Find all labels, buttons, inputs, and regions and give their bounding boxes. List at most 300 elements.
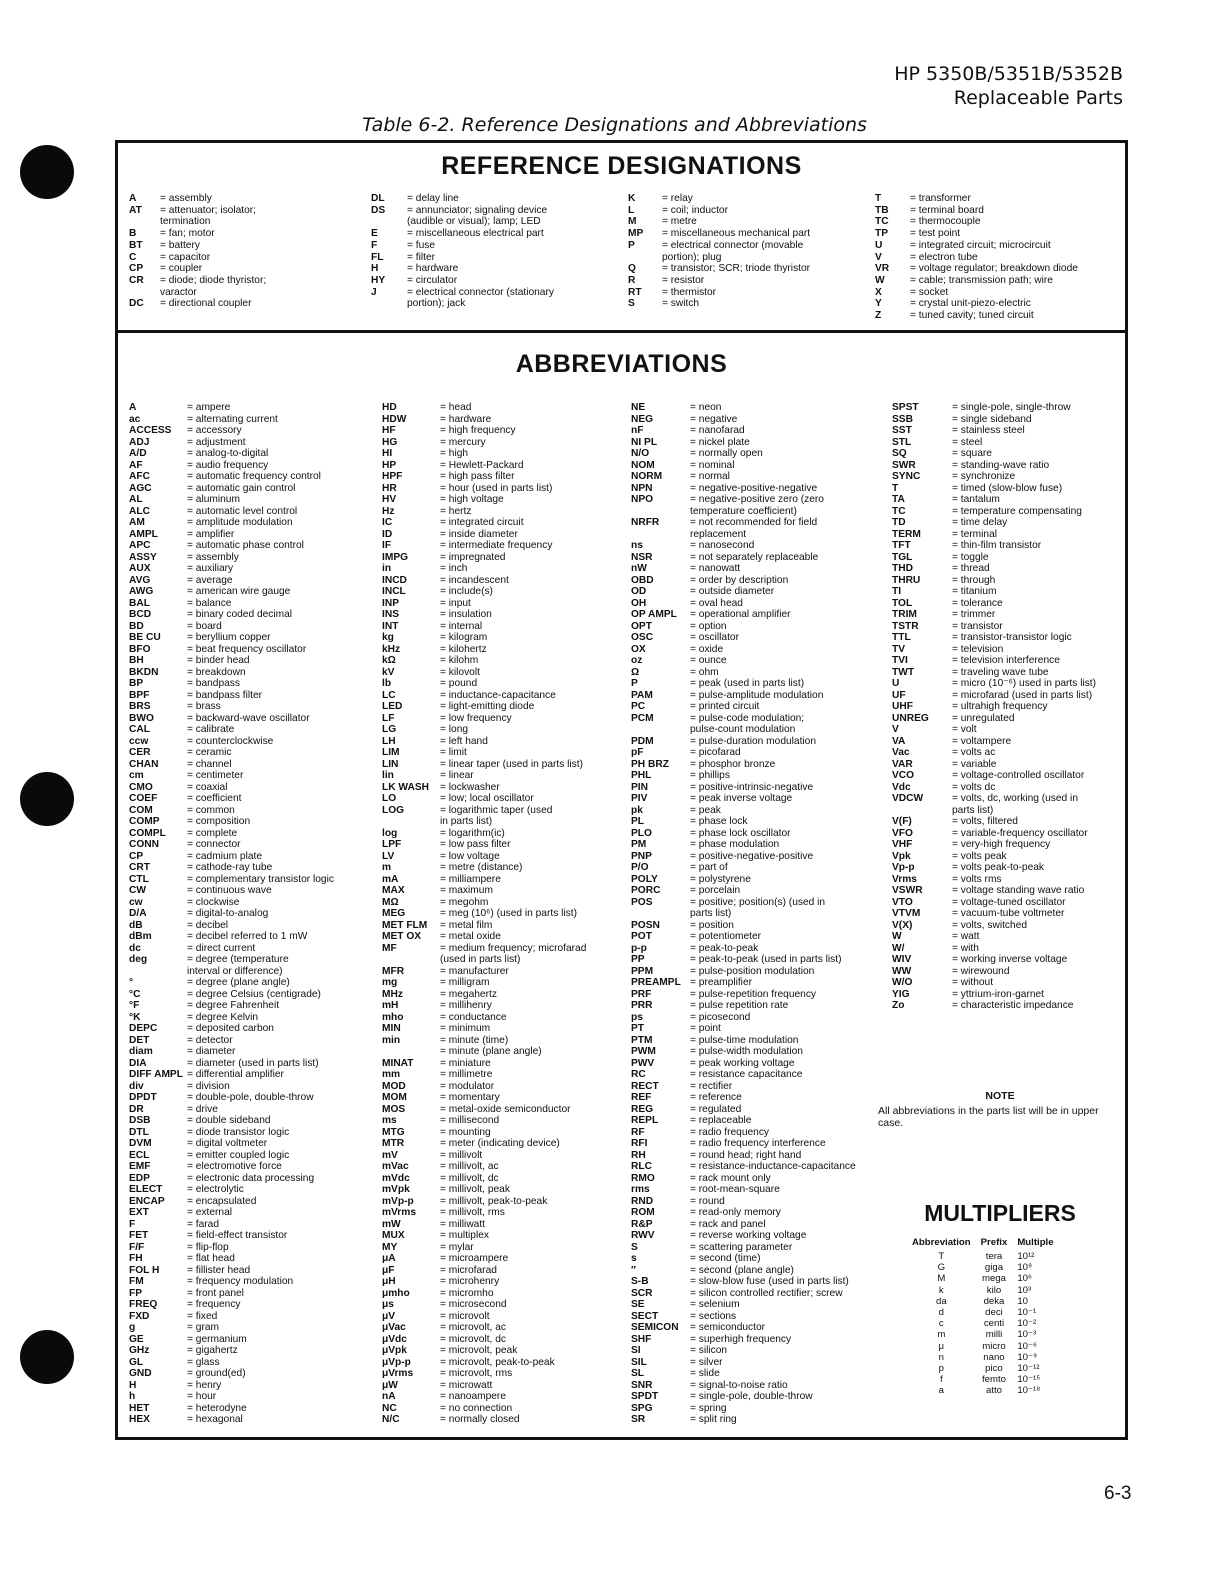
abbreviation-code: DTL — [129, 1126, 149, 1138]
list-item — [892, 770, 1124, 782]
abbreviation-definition: parts list) — [952, 804, 994, 816]
abbreviation-definition: = degree Kelvin — [187, 1011, 259, 1023]
abbreviation-definition: = option — [690, 620, 727, 632]
abbreviation-code: ns — [631, 540, 643, 551]
list-item — [129, 1150, 374, 1162]
abbreviation-code: BD — [129, 620, 144, 632]
list-item — [631, 1299, 881, 1311]
abbreviation-code: TV — [892, 643, 906, 655]
abbreviation-definition: = millimetre — [440, 1069, 493, 1080]
abbreviation-code: UHF — [892, 701, 913, 712]
list-item — [129, 805, 374, 817]
abbreviation-code: GHz — [129, 1345, 150, 1356]
list-item — [129, 1322, 374, 1334]
abbreviation-code: PORC — [631, 885, 661, 896]
abbreviation-code: DR — [129, 1103, 144, 1115]
list-item — [892, 1000, 1124, 1012]
abbreviation-code: PREAMPL — [631, 977, 681, 988]
abbreviation-code: FREQ — [129, 1299, 158, 1310]
abbreviation-definition: = microfarad (used in parts list) — [952, 689, 1093, 701]
abbreviation-code: s — [631, 1253, 637, 1264]
abbreviation-code: kHz — [382, 643, 401, 655]
abbreviation-definition: = linear — [440, 770, 474, 781]
abbreviation-definition: = hexagonal — [187, 1414, 243, 1425]
abbreviation-definition: = degree Fahrenheit — [187, 1000, 280, 1011]
abbreviation-definition: = calibrate — [187, 724, 235, 735]
abbreviation-definition: = beryllium copper — [187, 632, 271, 643]
list-item — [631, 851, 881, 863]
abbreviation-definition: = voltage standing wave ratio — [952, 885, 1085, 896]
abbreviation-definition: = decibel — [187, 919, 229, 931]
list-item — [129, 1334, 374, 1346]
abbreviation-definition: = miscellaneous mechanical part — [662, 228, 811, 240]
abbreviation-definition: = ampere — [187, 402, 231, 413]
list-item — [382, 1334, 627, 1346]
abbreviation-code: Vp-p — [892, 862, 915, 873]
abbreviation-code: μH — [382, 1276, 396, 1287]
abbreviation-definition: = aluminum — [187, 494, 240, 505]
abbreviation-code: VAR — [892, 758, 913, 770]
abbreviation-definition: = unregulated — [952, 712, 1015, 724]
list-item — [129, 1391, 374, 1403]
list-item — [382, 839, 627, 851]
abbreviation-definition: = picosecond — [690, 1011, 751, 1023]
abbreviation-definition: = hardware — [407, 263, 459, 275]
abbreviation-definition: = assembly — [160, 193, 212, 204]
list-item — [129, 609, 374, 621]
abbreviation-definition: = metal-oxide semiconductor — [440, 1103, 571, 1115]
abbreviation-definition: = relay — [662, 193, 693, 204]
list-item — [892, 931, 1124, 943]
table-row — [912, 1273, 1064, 1284]
abbreviation-definition: = field-effect transistor — [187, 1230, 288, 1241]
abbreviation-definition: = degree (plane angle) — [187, 977, 290, 988]
abbreviation-code: MET OX — [382, 931, 422, 942]
abbreviation-definition: = volts, switched — [952, 919, 1028, 931]
list-item — [382, 575, 627, 587]
list-item — [129, 1138, 374, 1150]
abbreviation-definition: = microsecond — [440, 1299, 507, 1310]
abbreviation-definition: = low voltage — [440, 850, 500, 862]
list-item — [892, 736, 1124, 748]
abbreviation-code: MHz — [382, 988, 403, 1000]
list-item — [382, 1012, 627, 1024]
abbreviation-code — [129, 216, 160, 228]
abbreviation-code: LED — [382, 701, 403, 712]
abbreviation-definition: = counterclockwise — [187, 735, 274, 747]
abbreviation-code: SQ — [892, 448, 907, 459]
abbreviation-definition: = millihenry — [440, 1000, 492, 1011]
abbreviation-code: DSB — [129, 1115, 151, 1126]
abbreviation-definition: = traveling wave tube — [952, 666, 1049, 678]
list-item — [129, 460, 374, 472]
list-item — [382, 747, 627, 759]
abbreviation-code: PCM — [631, 712, 654, 724]
abbreviation-definition: = resistance-inductance-capacitance — [690, 1161, 856, 1172]
abbreviation-definition: = channel — [187, 758, 232, 770]
list-item — [129, 816, 374, 828]
abbreviation-code: ° — [129, 977, 134, 988]
abbreviation-definition: = volts rms — [952, 873, 1002, 885]
abbreviation-definition: = centimeter — [187, 770, 244, 781]
list-item — [631, 897, 881, 909]
list-item — [371, 252, 621, 264]
abbreviation-code: μW — [382, 1379, 398, 1391]
list-item — [631, 1242, 881, 1254]
abbreviation-code: BP — [129, 678, 144, 689]
abbreviation-code: B — [129, 228, 137, 240]
abbreviation-code: VSWR — [892, 885, 923, 896]
abbreviation-definition: = nominal — [690, 459, 735, 471]
abbreviation-code: mH — [382, 1000, 399, 1011]
abbreviation-definition: = pulse-amplitude modulation — [690, 689, 824, 701]
abbreviation-definition: = delay line — [407, 193, 459, 204]
abbreviation-code: MOS — [382, 1103, 406, 1115]
abbreviation-code: ADJ — [129, 436, 150, 448]
list-item — [382, 851, 627, 863]
abbreviation-definition: = time delay — [952, 517, 1008, 528]
abbreviation-code: mVp-p — [382, 1195, 414, 1207]
abbreviation-definition: = oscillator — [690, 632, 739, 643]
list-item — [129, 1035, 374, 1047]
list-item — [892, 966, 1124, 978]
abbreviation-definition: = test point — [910, 228, 961, 240]
list-item — [129, 977, 374, 989]
list-item — [892, 437, 1124, 449]
abbreviation-code: GE — [129, 1333, 144, 1345]
abbreviation-code: DS — [371, 204, 386, 216]
col-header-multiple: Multiple — [1017, 1237, 1054, 1248]
list-item — [892, 690, 1124, 702]
list-item — [129, 931, 374, 943]
abbreviation-definition: = rectifier — [690, 1080, 733, 1092]
abbreviation-definition: = double-pole, double-throw — [187, 1092, 314, 1103]
list-item — [129, 402, 374, 414]
abbreviation-code: h — [129, 1391, 136, 1402]
abbreviation-definition: = meter (indicating device) — [440, 1138, 560, 1149]
list-item — [129, 828, 374, 840]
multiplier-prefix: micro — [982, 1340, 1006, 1352]
abbreviation-definition: = kilogram — [440, 632, 488, 643]
multiplier-prefix: giga — [984, 1262, 1004, 1274]
abbreviation-definition: = peak-to-peak (used in parts list) — [690, 954, 842, 965]
abbreviation-code: VA — [892, 735, 906, 747]
abbreviation-code: AVG — [129, 574, 151, 586]
list-item — [892, 874, 1124, 886]
abbreviation-definition: = input — [440, 597, 471, 609]
abbreviation-code: AF — [129, 459, 143, 471]
abbreviation-code — [631, 724, 690, 736]
abbreviation-code: RF — [631, 1126, 645, 1138]
list-item — [631, 747, 881, 759]
list-item — [382, 966, 627, 978]
abbreviation-definition: = external — [187, 1207, 233, 1218]
list-item — [631, 770, 881, 782]
abbreviation-definition: = composition — [187, 816, 251, 827]
abbreviation-code: TP — [875, 228, 889, 240]
list-item — [631, 667, 881, 679]
abbreviation-code: HI — [382, 448, 393, 459]
list-item — [875, 193, 1125, 205]
abbreviation-code — [631, 908, 690, 920]
abbreviation-definition: = read-only memory — [690, 1207, 781, 1218]
list-item — [382, 425, 627, 437]
abbreviation-code: MEG — [382, 908, 406, 919]
abbreviation-definition: = microvolt — [440, 1310, 490, 1322]
list-item — [631, 1253, 881, 1265]
abbreviation-code: HF — [382, 425, 396, 436]
list-item — [129, 908, 374, 920]
abbreviation-code: L — [628, 204, 635, 216]
abbreviation-definition: = peak inverse voltage — [690, 793, 793, 804]
multiplier-multiple: 10¹² — [1017, 1251, 1035, 1262]
abbreviation-code: SL — [631, 1368, 645, 1379]
abbreviation-definition: = kilohertz — [440, 643, 487, 655]
abbreviation-definition: = normally closed — [440, 1414, 520, 1425]
abbreviation-code: BCD — [129, 609, 152, 620]
abbreviation-code: INCL — [382, 586, 406, 597]
table-row — [912, 1352, 1064, 1363]
list-item — [892, 506, 1124, 518]
abbreviation-code: FL — [371, 251, 384, 263]
list-item — [382, 667, 627, 679]
abbreviation-code: μVpk — [382, 1345, 407, 1356]
list-item — [382, 621, 627, 633]
abbreviation-definition: = impregnated — [440, 551, 506, 563]
multiplier-abbreviation: p — [938, 1363, 944, 1375]
abbreviation-code: PTM — [631, 1034, 653, 1046]
list-item — [382, 736, 627, 748]
abbreviation-definition: = backward-wave oscillator — [187, 712, 310, 724]
multiplier-prefix: tera — [985, 1251, 1003, 1262]
list-item — [129, 287, 359, 299]
abbreviation-definition: = millivolt, dc — [440, 1172, 499, 1184]
list-item — [892, 793, 1124, 805]
abbreviation-code: CAL — [129, 724, 150, 735]
list-item — [382, 1161, 627, 1173]
abbreviation-definition: = selenium — [690, 1299, 740, 1310]
abbreviation-code: PIN — [631, 781, 648, 793]
abbreviation-code: PAM — [631, 689, 653, 701]
abbreviation-code: HG — [382, 436, 398, 448]
abbreviation-definition: = thermistor — [662, 286, 717, 298]
abbreviation-definition: = automatic phase control — [187, 540, 304, 551]
abbreviation-definition: = microwatt — [440, 1379, 493, 1391]
abbreviation-definition: = alternating current — [187, 413, 278, 425]
abbreviation-code — [371, 216, 407, 228]
list-item — [631, 1035, 881, 1047]
abbreviation-code — [631, 506, 690, 518]
abbreviation-code: SCR — [631, 1287, 653, 1299]
list-item — [631, 828, 881, 840]
abbreviation-code: NSR — [631, 551, 653, 563]
abbreviation-code: OSC — [631, 632, 654, 643]
abbreviation-code: PIV — [631, 793, 648, 804]
list-item — [129, 839, 374, 851]
abbreviation-definition: = light-emitting diode — [440, 701, 535, 712]
abbreviation-code: HET — [129, 1402, 150, 1414]
abbreviation-code: OD — [631, 586, 647, 597]
list-item — [631, 793, 881, 805]
multipliers-table — [912, 1237, 1064, 1397]
list-item — [892, 759, 1124, 771]
abbreviation-code: W/O — [892, 977, 913, 988]
list-item — [631, 736, 881, 748]
abbreviation-definition: = negative-positive-negative — [690, 482, 818, 494]
list-item — [631, 989, 881, 1001]
list-item — [382, 460, 627, 472]
list-item — [382, 793, 627, 805]
abbreviation-definition: = momentary — [440, 1092, 500, 1103]
abbreviation-definition: = without — [952, 977, 994, 988]
abbreviation-code: dB — [129, 919, 143, 931]
abbreviation-code: CR — [129, 274, 144, 286]
abbreviation-code: COM — [129, 804, 153, 816]
list-item — [631, 529, 881, 541]
list-item — [382, 1414, 627, 1426]
abbreviation-code: W — [892, 931, 902, 942]
list-item — [129, 1299, 374, 1311]
abbreviation-code: VHF — [892, 839, 913, 850]
abbreviation-definition: = tantalum — [952, 494, 1000, 505]
abbreviation-code: mVac — [382, 1161, 409, 1172]
list-item — [631, 1403, 881, 1415]
list-item — [892, 667, 1124, 679]
abbreviation-code: CMO — [129, 781, 153, 793]
abbreviation-code: BH — [129, 655, 144, 666]
abbreviation-definition: = reference — [690, 1092, 742, 1103]
list-item — [382, 1345, 627, 1357]
abbreviation-code: DIA — [129, 1057, 147, 1069]
list-item — [382, 471, 627, 483]
abbreviation-definition: = metre — [662, 216, 697, 228]
abbreviation-code: HP — [382, 459, 397, 471]
list-item — [129, 1104, 374, 1116]
abbreviation-definition: = millivolt, peak-to-peak — [440, 1195, 548, 1207]
abbreviation-code: NEG — [631, 413, 654, 425]
list-item — [382, 644, 627, 656]
abbreviation-code: BT — [129, 239, 143, 251]
abbreviation-definition: = root-mean-square — [690, 1184, 780, 1195]
list-item — [631, 1069, 881, 1081]
abbreviation-code: RND — [631, 1195, 654, 1207]
abbreviation-code: CONN — [129, 839, 159, 850]
abbreviation-code: div — [129, 1080, 144, 1092]
abbreviation-definition: = polystyrene — [690, 873, 751, 885]
abbreviation-definition: = integrated circuit — [440, 517, 524, 528]
list-item — [129, 414, 374, 426]
abbreviation-code: V(F) — [892, 816, 912, 827]
abbreviation-definition: = cathode-ray tube — [187, 862, 273, 873]
abbreviation-code: GND — [129, 1368, 152, 1379]
list-item — [129, 1069, 374, 1081]
abbreviation-definition: = replaceable — [690, 1115, 752, 1126]
multiplier-abbreviation: d — [938, 1307, 944, 1319]
list-item — [382, 402, 627, 414]
abbreviation-code: U — [875, 239, 883, 251]
multiplier-abbreviation: c — [938, 1318, 944, 1330]
list-item — [631, 1391, 881, 1403]
abbreviation-definition: = trimmer — [952, 609, 996, 620]
abbreviation-code: μVrms — [382, 1368, 414, 1379]
multiplier-multiple: 10⁻¹² — [1017, 1363, 1040, 1375]
abbreviation-code: H — [129, 1379, 137, 1391]
list-item — [892, 609, 1124, 621]
abbreviation-definition: = porcelain — [690, 885, 741, 896]
abbreviation-definition: = volts, dc, working (used in — [952, 793, 1078, 804]
multiplier-abbreviation: a — [938, 1385, 944, 1397]
abbreviation-definition: portion); plug — [662, 251, 722, 263]
abbreviation-definition: = scattering parameter — [690, 1241, 793, 1253]
list-item — [631, 483, 881, 495]
list-item — [129, 1127, 374, 1139]
abbreviation-code: FET — [129, 1230, 149, 1241]
abbreviation-code: CP — [129, 850, 144, 862]
abbreviation-code: mVrms — [382, 1207, 416, 1218]
abbreviation-definition: = phase modulation — [690, 839, 780, 850]
abbreviation-definition: = miscellaneous electrical part — [407, 228, 544, 240]
list-item — [382, 816, 627, 828]
abbreviation-definition: = low frequency — [440, 712, 512, 724]
abbreviation-code: SEMICON — [631, 1322, 679, 1333]
abbreviation-code: HDW — [382, 413, 407, 425]
abbreviation-definition: = volt — [952, 724, 977, 735]
abbreviation-code: TI — [892, 586, 902, 597]
abbreviation-code: FOL H — [129, 1264, 160, 1276]
abbreviation-definition: = meg (10⁶) (used in parts list) — [440, 908, 577, 919]
list-item — [129, 1207, 374, 1219]
list-item — [892, 563, 1124, 575]
abbreviation-definition: = standing-wave ratio — [952, 459, 1050, 471]
abbreviation-code: RECT — [631, 1080, 659, 1092]
list-item — [382, 1391, 627, 1403]
abbreviation-definition: = transistor; SCR; triode thyristor — [662, 263, 811, 275]
list-item — [382, 609, 627, 621]
abbreviation-definition: (used in parts list) — [440, 954, 521, 965]
abbreviation-code: Vac — [892, 747, 910, 758]
list-item — [129, 782, 374, 794]
abbreviation-definition: = annunciator; signaling device — [407, 204, 548, 216]
list-item — [382, 1104, 627, 1116]
abbreviation-code: V — [892, 724, 899, 735]
abbreviation-code: MY — [382, 1241, 398, 1253]
list-item — [129, 540, 374, 552]
multiplier-multiple: 10⁻¹⁸ — [1017, 1385, 1041, 1397]
list-item — [129, 228, 359, 240]
binder-hole-top — [20, 145, 74, 199]
list-item — [382, 1058, 627, 1070]
list-item — [382, 874, 627, 886]
abbreviation-definition: = differential amplifier — [187, 1069, 284, 1080]
abbreviation-definition: = multiplex — [440, 1230, 489, 1241]
abbreviation-definition: = amplifier — [187, 528, 235, 540]
section-name: Replaceable Parts — [953, 87, 1123, 109]
table-row — [912, 1329, 1064, 1340]
list-item — [631, 494, 881, 506]
abbreviation-definition: = pulse repetition rate — [690, 1000, 789, 1011]
abbreviation-code: R&P — [631, 1218, 653, 1230]
multipliers-title: MULTIPLIERS — [924, 1200, 1076, 1226]
multiplier-prefix: centi — [983, 1318, 1005, 1330]
list-item — [631, 943, 881, 955]
abbreviation-code: AMPL — [129, 528, 158, 540]
list-item — [382, 1368, 627, 1380]
table-row — [912, 1296, 1064, 1307]
abbreviation-definition: = milliampere — [440, 873, 501, 885]
abbreviation-code: PPM — [631, 965, 654, 977]
abbreviation-code: S — [628, 298, 635, 310]
list-item — [631, 908, 881, 920]
